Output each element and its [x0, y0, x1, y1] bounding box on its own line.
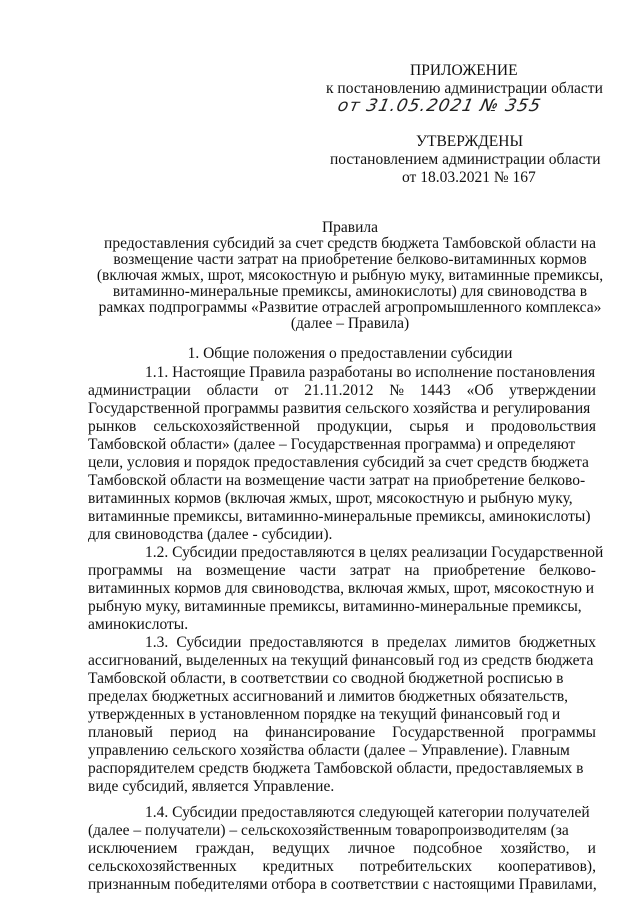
paragraph-line: 1.4. Субсидии предоставляются следующей категории получателей: [145, 804, 590, 821]
appendix-heading: ПРИЛОЖЕНИЕ: [410, 62, 518, 79]
paragraph-line: рынков сельскохозяйственной продукции, сырья и продовольствия: [88, 418, 596, 435]
handwritten-date-number: от 31.05.2021 № 355: [335, 96, 544, 116]
paragraph-line: пределах бюджетных ассигнований и лимитов бюджетных обязательств,: [88, 688, 569, 705]
paragraph-line: управлению сельского хозяйства области (далее – Управление). Главным: [88, 742, 570, 759]
paragraph-line: витаминных кормов для свиноводства, включая жмых, шрот, мясокостную и: [88, 580, 595, 597]
paragraph-line: 1.3. Субсидии предоставляются в пределах лимитов бюджетных: [145, 634, 596, 651]
rules-title-line: предоставления субсидий за счет средств бюджета Тамбовской области на: [104, 235, 596, 252]
paragraph-line: сельскохозяйственных кредитных потребительских кооперативов),: [88, 858, 596, 875]
section-heading: 1. Общие положения о предоставлении субсидии: [187, 345, 513, 362]
paragraph-line: цели, условия и порядок предоставления субсидий за счет средств бюджета: [88, 454, 589, 471]
rules-title: Правила: [321, 219, 379, 236]
paragraph-line: плановый период на финансирование Государственной программы: [88, 724, 596, 741]
paragraph-line: исключением граждан, ведущих личное подсобное хозяйство, и: [88, 840, 596, 857]
rules-title-line: возмещение части затрат на приобретение белково-витаминных кормов: [113, 251, 587, 268]
resolution-reference: к постановлению администрации области: [326, 80, 603, 97]
paragraph-line: виде субсидий, является Управление.: [88, 778, 335, 795]
paragraph-line: (далее – получатели) – сельскохозяйственным товаропроизводителям (за: [88, 822, 569, 839]
paragraph-line: Тамбовской области» (далее – Государственная программа) и определяют: [88, 436, 576, 453]
rules-title-line: (далее – Правила): [290, 315, 410, 332]
paragraph-line: витаминных кормов (включая жмых, шрот, мясокостную и рыбную муку,: [88, 490, 573, 507]
rules-title-line: рамках подпрограммы «Развитие отраслей агропромышленного комплекса»: [98, 299, 602, 316]
paragraph-line: аминокислоты.: [88, 616, 189, 633]
paragraph-line: распорядителем средств бюджета Тамбовской области, предоставляемых в: [88, 760, 584, 777]
paragraph-line: 1.2. Субсидии предоставляются в целях реализации Государственной: [145, 544, 604, 561]
paragraph-line: ассигнований, выделенных на текущий финансовый год из средств бюджета: [88, 652, 594, 669]
approved-date: от 18.03.2021 № 167: [402, 169, 536, 186]
paragraph-line: утвержденных в установленном порядке на текущий финансовый год и: [88, 706, 561, 723]
rules-title-line: витаминно-минеральные премиксы, аминокислоты) для свиноводства в: [112, 283, 588, 300]
paragraph-line: Государственной программы развития сельского хозяйства и регулирования: [88, 400, 591, 417]
approved-heading: УТВЕРЖДЕНЫ: [416, 133, 523, 150]
paragraph-line: признанным победителями отбора в соответствии с настоящими Правилами,: [88, 876, 597, 893]
approved-by: постановлением администрации области: [330, 151, 601, 168]
paragraph-line: программы на возмещение части затрат на приобретение белково-: [88, 562, 596, 579]
paragraph-line: рыбную муку, витаминные премиксы, витаминно-минеральные премиксы,: [88, 598, 582, 615]
paragraph-line: витаминные премиксы, витаминно-минеральные премиксы, аминокислоты): [88, 508, 591, 525]
paragraph-line: для свиноводства (далее - субсидии).: [88, 526, 333, 543]
paragraph-line: администрации области от 21.11.2012 № 1443 «Об утверждении: [88, 382, 596, 399]
paragraph-line: Тамбовской области, в соответствии со сводной бюджетной росписью в: [88, 670, 564, 687]
rules-title-line: (включая жмых, шрот, мясокостную и рыбную муку, витаминные премиксы,: [96, 267, 604, 284]
paragraph-line: 1.1. Настоящие Правила разработаны во исполнение постановления: [145, 364, 596, 381]
paragraph-line: Тамбовской области на возмещение части затрат на приобретение белково-: [88, 472, 586, 489]
